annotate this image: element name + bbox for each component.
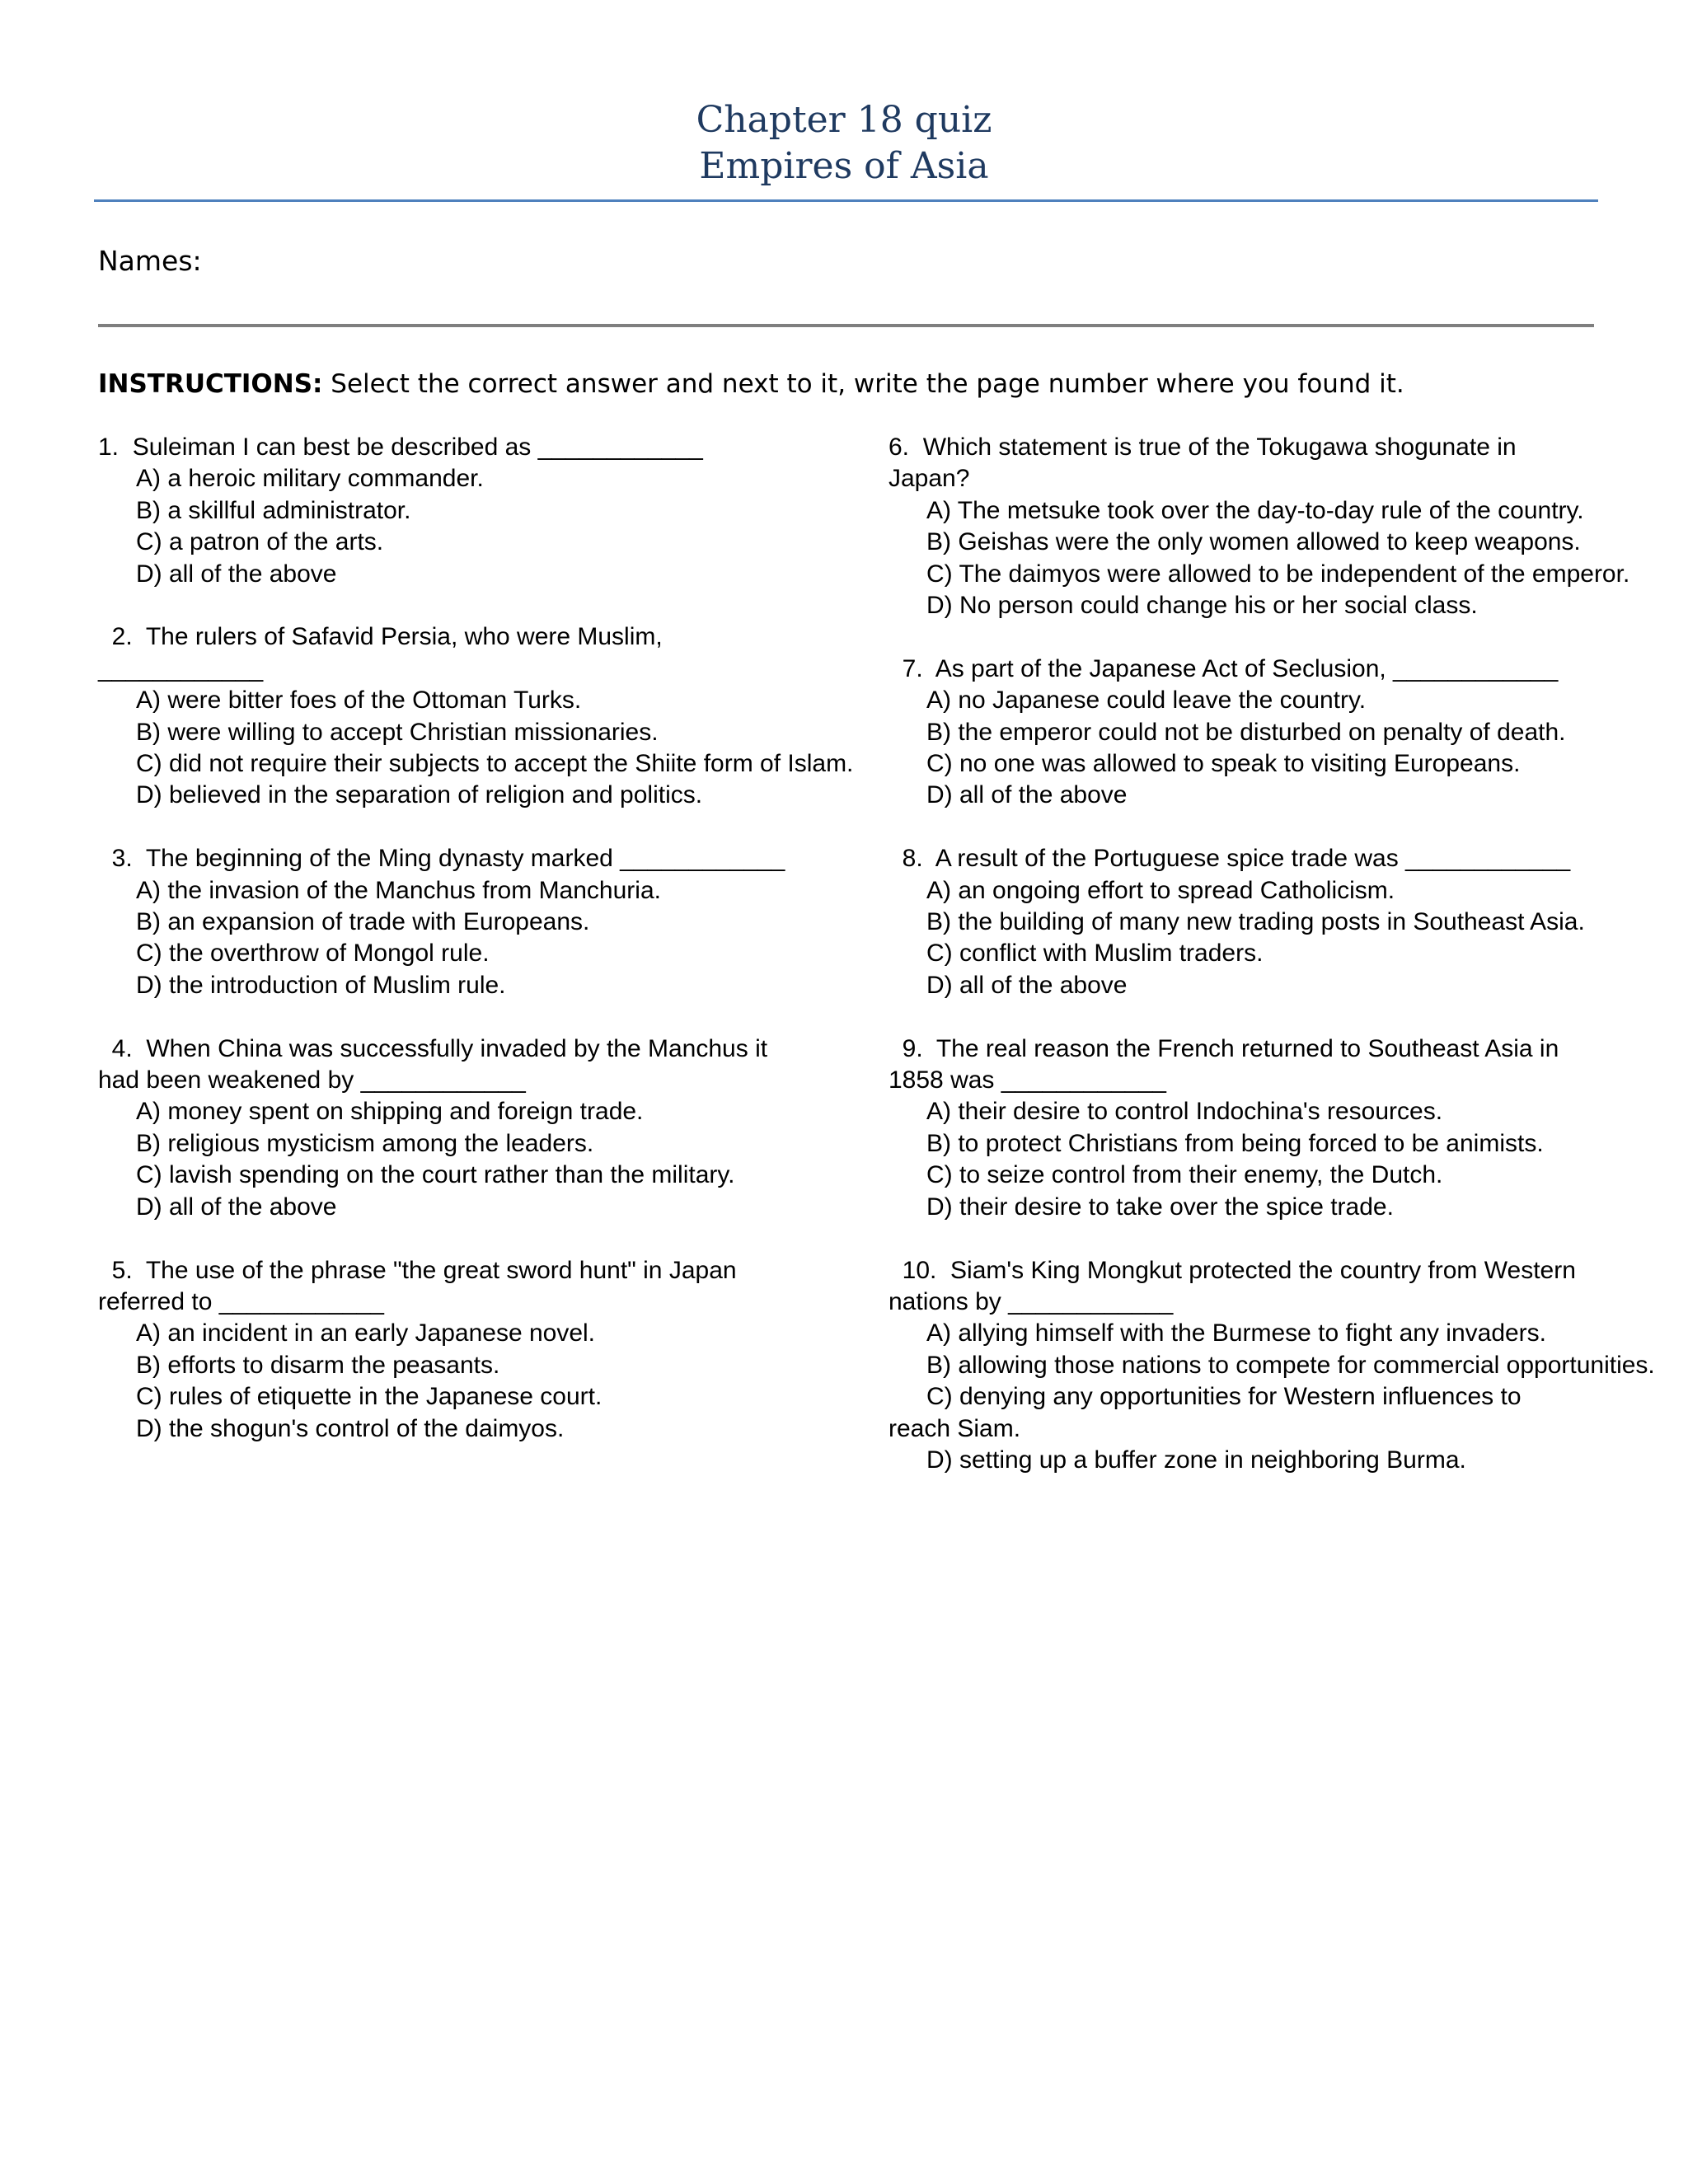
answer-option: D) all of the above <box>926 971 1128 999</box>
title-divider <box>94 199 1598 202</box>
answer-option: C) The daimyos were allowed to be independent of the emperor. <box>926 560 1630 588</box>
answer-option: D) setting up a buffer zone in neighboring Burma. <box>926 1446 1466 1474</box>
quiz-title: Chapter 18 quiz <box>696 99 992 141</box>
answer-option: B) to protect Christians from being forced to be animists. <box>926 1129 1544 1157</box>
question-2 <box>98 621 854 811</box>
answer-option: B) a skillful administrator. <box>136 496 411 524</box>
answer-option: C) to seize control from their enemy, the Dutch. <box>926 1161 1443 1189</box>
question-stem: 9. The real reason the French returned to Southeast Asia in 1858 was ____________ <box>889 1034 1566 1094</box>
answer-option: D) believed in the separation of religion and politics. <box>136 781 703 809</box>
question-stem: 10. Siam's King Mongkut protected the country from Western nations by ____________ <box>889 1256 1583 1315</box>
question-stem: 6. Which statement is true of the Tokugawa shogunate in Japan? <box>889 434 1523 493</box>
question-stem: 3. The beginning of the Ming dynasty marked ____________ <box>98 845 785 873</box>
names-label: Names: <box>98 245 202 277</box>
names-line <box>98 324 1594 327</box>
answer-option: A) The metsuke took over the day-to-day rule of the country. <box>926 496 1584 524</box>
answer-option: C) rules of etiquette in the Japanese court. <box>136 1383 603 1411</box>
answer-option: D) the shogun's control of the daimyos. <box>136 1414 565 1442</box>
answer-option: B) allowing those nations to compete for commercial opportunities. <box>926 1351 1655 1379</box>
answer-option: D) all of the above <box>136 560 337 588</box>
question-stem: 8. A result of the Portuguese spice trade was ____________ <box>889 845 1571 873</box>
instructions-text: Select the correct answer and next to it, write the page number where you found it. <box>322 369 1404 399</box>
instructions-label: INSTRUCTIONS: <box>98 369 323 399</box>
answer-option: C) a patron of the arts. <box>136 528 384 556</box>
instructions <box>98 368 1404 401</box>
answer-option: A) their desire to control Indochina's resources. <box>926 1098 1443 1126</box>
answer-option: B) an expansion of trade with Europeans. <box>136 908 590 936</box>
question-10 <box>889 1255 1655 1477</box>
quiz-subtitle: Empires of Asia <box>699 145 989 187</box>
question-8 <box>889 843 1630 1001</box>
answer-option: C) conflict with Muslim traders. <box>926 940 1264 968</box>
answer-option: A) allying himself with the Burmese to fight any invaders. <box>926 1319 1547 1347</box>
question-7 <box>889 654 1630 812</box>
question-stem: 7. As part of the Japanese Act of Seclusion, ____________ <box>889 654 1559 682</box>
question-stem: 4. When China was successfully invaded by the Manchus it had been weakened by ____________ <box>98 1034 775 1094</box>
answer-option: A) an incident in an early Japanese novel. <box>136 1319 596 1347</box>
answer-option: D) No person could change his or her social class. <box>926 592 1478 620</box>
questions-left-column <box>98 432 854 1445</box>
answer-option: C) denying any opportunities for Western influences to reach Siam. <box>889 1383 1522 1442</box>
answer-option: A) money spent on shipping and foreign trade. <box>136 1098 644 1126</box>
answer-option: C) the overthrow of Mongol rule. <box>136 940 490 968</box>
answer-option: A) an ongoing effort to spread Catholicism. <box>926 876 1395 904</box>
answer-option: D) the introduction of Muslim rule. <box>136 971 506 999</box>
question-stem: 2. The rulers of Safavid Persia, who were Muslim, ____________ <box>98 623 670 682</box>
question-stem: 1. Suleiman I can best be described as ____________ <box>98 434 703 461</box>
question-stem: 5. The use of the phrase "the great sword hunt" in Japan referred to ____________ <box>98 1256 743 1315</box>
answer-option: D) their desire to take over the spice trade. <box>926 1193 1394 1221</box>
question-4 <box>98 1033 840 1223</box>
question-6 <box>889 432 1630 621</box>
answer-option: C) lavish spending on the court rather than the military. <box>136 1161 735 1189</box>
questions-right-column <box>889 432 1655 1476</box>
answer-option: A) the invasion of the Manchus from Manchuria. <box>136 876 661 904</box>
question-9 <box>889 1033 1630 1223</box>
answer-option: C) no one was allowed to speak to visiting Europeans. <box>926 750 1521 778</box>
answer-option: B) Geishas were the only women allowed to keep weapons. <box>926 528 1581 556</box>
answer-option: B) religious mysticism among the leaders. <box>136 1129 594 1157</box>
answer-option: A) a heroic military commander. <box>136 465 484 493</box>
answer-option: B) were willing to accept Christian missionaries. <box>136 718 659 746</box>
answer-option: B) the emperor could not be disturbed on penalty of death. <box>926 718 1566 746</box>
answer-option: A) were bitter foes of the Ottoman Turks. <box>136 687 582 715</box>
answer-option: A) no Japanese could leave the country. <box>926 687 1367 715</box>
question-5 <box>98 1255 840 1445</box>
answer-option: C) did not require their subjects to accept the Shiite form of Islam. <box>136 750 854 778</box>
question-3 <box>98 843 840 1001</box>
question-1 <box>98 432 840 590</box>
answer-option: D) all of the above <box>926 781 1128 809</box>
answer-option: D) all of the above <box>136 1193 337 1221</box>
answer-option: B) the building of many new trading posts in Southeast Asia. <box>926 908 1585 936</box>
answer-option: B) efforts to disarm the peasants. <box>136 1351 500 1379</box>
